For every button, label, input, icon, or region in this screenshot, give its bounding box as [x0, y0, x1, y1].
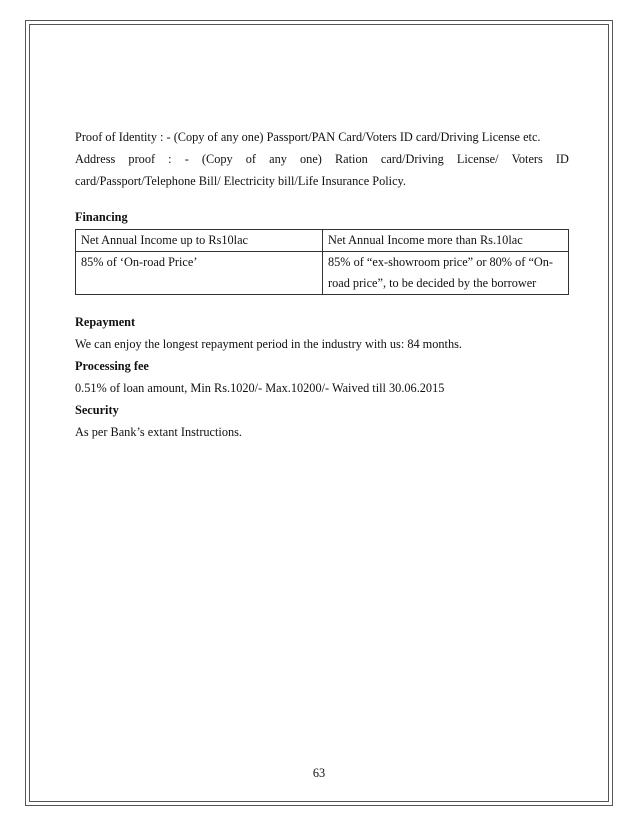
address-word: card/Driving — [380, 152, 444, 166]
address-proof-continuation: card/Passport/Telephone Bill/ Electricity bill/Life Insurance Policy. — [75, 174, 406, 188]
identity-proof-line: Proof of Identity : - (Copy of any one) Passport/PAN Card/Voters ID card/Driving License etc. — [75, 130, 541, 144]
address-word: (Copy — [201, 152, 233, 166]
page-number: 63 — [312, 766, 326, 780]
address-word: any — [269, 152, 287, 166]
address-word: ID — [555, 152, 569, 166]
processing-fee-text: 0.51% of loan amount, Min Rs.1020/- Max.10200/- Waived till 30.06.2015 — [75, 381, 445, 395]
repayment-text: We can enjoy the longest repayment period in the industry with us: 84 months. — [75, 337, 462, 351]
table-header-cell: Net Annual Income up to Rs10lac — [76, 230, 323, 252]
address-word: - — [184, 152, 189, 166]
address-word: of — [245, 152, 257, 166]
table-header-cell: Net Annual Income more than Rs.10lac — [323, 230, 569, 252]
cell-text: 85% of “ex-showroom price” or 80% of “On- — [328, 255, 554, 269]
security-text: As per Bank’s extant Instructions. — [75, 425, 243, 439]
table-cell-line: road price”, to be decided by the borrower — [328, 276, 537, 290]
address-word: : — [168, 152, 172, 166]
table-row — [76, 252, 569, 295]
address-word: Voters — [511, 152, 543, 166]
address-proof-line — [75, 148, 569, 170]
spacer — [75, 192, 569, 206]
address-word: License/ — [456, 152, 499, 166]
processing-fee-heading: Processing fee — [75, 359, 149, 373]
table-cell: 85% of ‘On-road Price’ — [76, 252, 323, 295]
address-word: one) — [300, 152, 322, 166]
table-cell — [323, 252, 569, 295]
address-word: Ration — [334, 152, 368, 166]
security-heading: Security — [75, 403, 119, 417]
address-word: Address — [75, 152, 116, 166]
spacer — [75, 295, 569, 311]
repayment-heading: Repayment — [75, 315, 136, 329]
table-row — [76, 230, 569, 252]
financing-heading: Financing — [75, 210, 128, 224]
financing-table — [75, 229, 569, 295]
document-body — [75, 126, 569, 443]
address-word: proof — [128, 152, 156, 166]
table-cell-line — [328, 252, 563, 273]
